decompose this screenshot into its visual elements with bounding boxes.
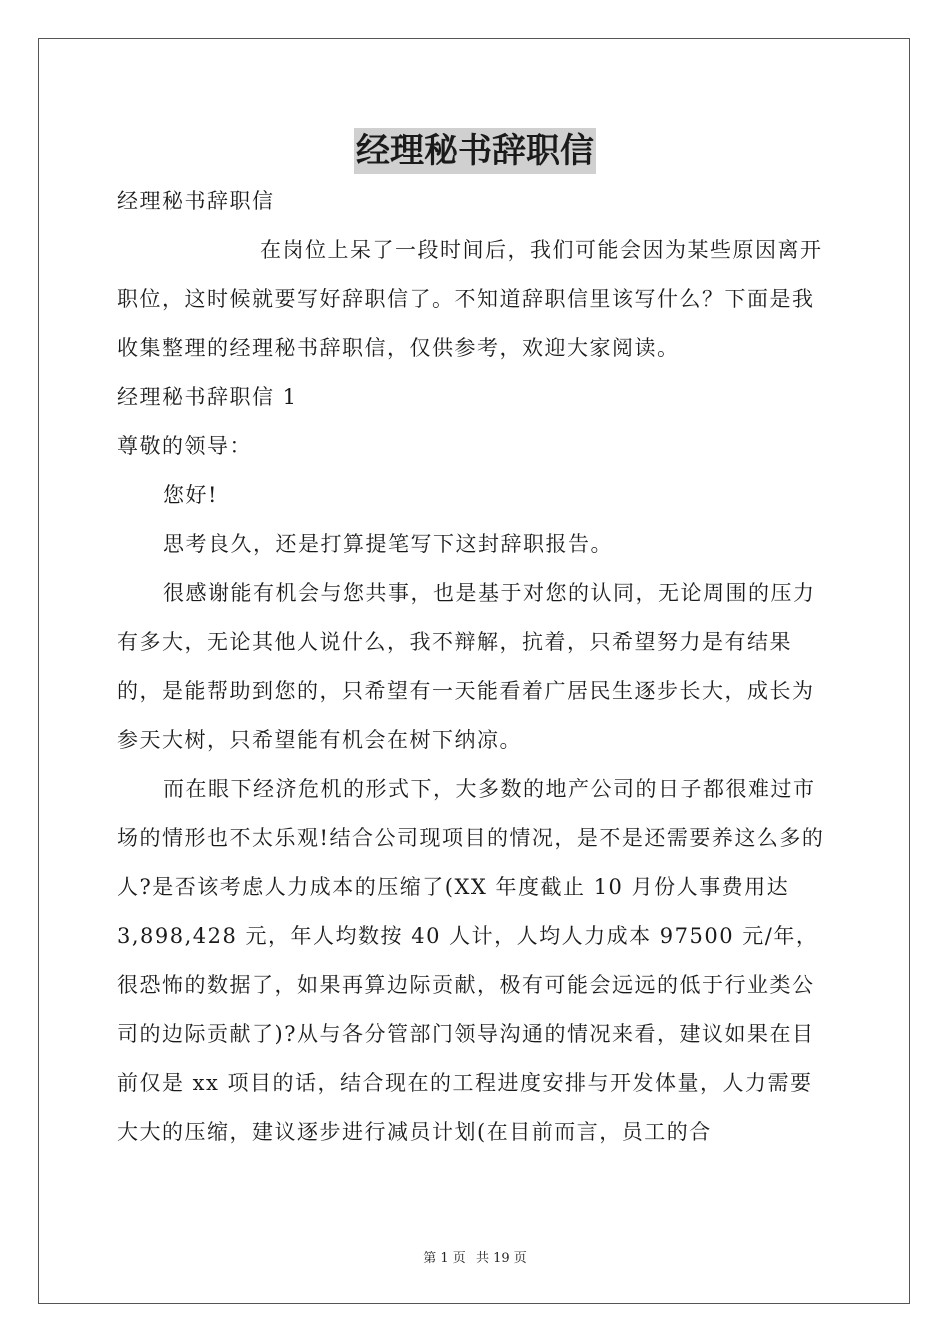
intro-paragraph: 在岗位上呆了一段时间后，我们可能会因为某些原因离开职位，这时候就要写好辞职信了。不知道辞职信里该写什么？下面是我收集整理的经理秘书辞职信，仅供参考，欢迎大家阅读。	[117, 238, 823, 360]
page-total: 共 19 页	[475, 1251, 527, 1266]
section-heading: 经理秘书辞职信 1	[117, 385, 298, 409]
document-body	[117, 177, 835, 1157]
title-wrap	[0, 128, 950, 174]
page-number: 第 1 页	[423, 1251, 466, 1266]
document-subtitle: 经理秘书辞职信	[117, 189, 275, 213]
page-footer	[0, 1247, 950, 1266]
greeting: 您好!	[163, 483, 218, 507]
body-paragraph: 思考良久，还是打算提笔写下这封辞职报告。	[163, 532, 613, 556]
body-paragraph: 很感谢能有机会与您共事，也是基于对您的认同，无论周围的压力有多大，无论其他人说什么，我不辩解，抗着，只希望努力是有结果的，是能帮助到您的，只希望有一天能看着广居民生逐步长大，成长为参天大树，只希望能有机会在树下纳凉。	[117, 581, 816, 752]
document-title: 经理秘书辞职信	[354, 128, 596, 174]
body-paragraph: 而在眼下经济危机的形式下，大多数的地产公司的日子都很难过市场的情形也不太乐观!结合公司现项目的情况，是不是还需要养这么多的人?是否该考虑人力成本的压缩了(XX 年度截止 10 月份人事费用达 3,898,428 元，年人均数按 40 人计，人均人力成本 97500 元/年，很恐怖的数据了，如果再算边际贡献，极有可能会远远的低于行业类公司的边际贡献了)?从与各分管部门领导沟通的情况来看，建议如果在目前仅是 xx 项目的话，结合现在的工程进度安排与开发体量，人力需要大大的压缩，建议逐步进行减员计划(在目前而言，员工的合	[117, 777, 825, 1144]
salutation: 尊敬的领导：	[117, 434, 252, 458]
